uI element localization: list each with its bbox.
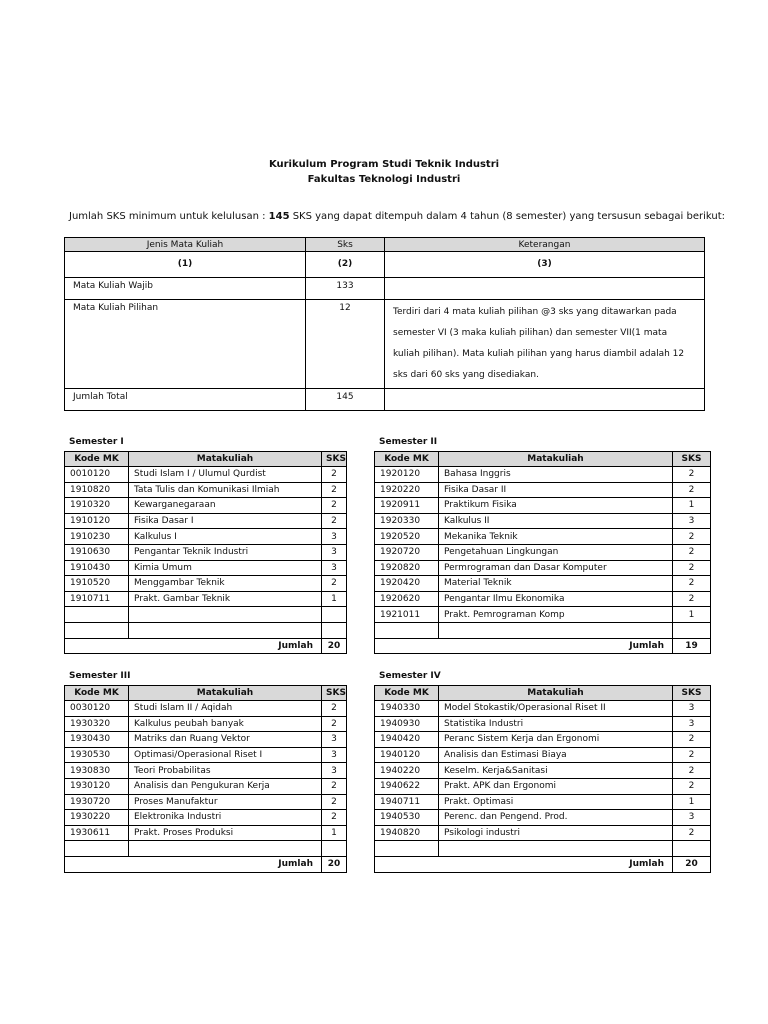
sks-cell [322,607,347,623]
table-row [375,701,711,717]
sks-cell: 2 [322,778,347,794]
col-header-sks: SKS [322,686,347,701]
title-line-1: Kurikulum Program Studi Teknik Industri [268,159,500,170]
kode-mk-cell: 1940930 [375,716,439,732]
summary-keterangan [385,389,705,411]
table-row [375,591,711,607]
matakuliah-cell: Material Teknik [439,576,673,592]
matakuliah-cell: Analisis dan Estimasi Biaya [439,747,673,763]
summary-header-keterangan: Keterangan [385,238,705,252]
intro-prefix: Jumlah SKS minimum untuk kelulusan : [69,211,269,222]
jumlah-value: 20 [322,638,347,654]
matakuliah-cell [129,622,322,638]
table-row [65,560,347,576]
matakuliah-cell: Optimasi/Operasional Riset I [129,747,322,763]
jumlah-row [65,638,347,654]
table-row [65,794,347,810]
semester-header-row [375,452,711,467]
matakuliah-cell: Pengantar Ilmu Ekonomika [439,591,673,607]
jumlah-value: 20 [673,856,711,872]
kode-mk-cell: 1910120 [65,513,129,529]
table-row [65,513,347,529]
kode-mk-cell: 1930120 [65,778,129,794]
semester-title: Semester III [69,671,131,681]
intro-total: 145 [268,211,290,222]
table-row [65,810,347,826]
sks-cell: 2 [673,529,711,545]
semester-header-row [65,686,347,701]
title-line-2: Fakultas Teknologi Industri [307,174,461,185]
kode-mk-cell: 1910820 [65,482,129,498]
table-row [375,560,711,576]
kode-mk-cell: 1930830 [65,763,129,779]
table-row [65,498,347,514]
matakuliah-cell: Studi Islam I / Ulumul Qurdist [129,467,322,483]
table-row [375,482,711,498]
jumlah-value: 20 [322,856,347,872]
page-title [0,157,768,187]
sks-cell: 2 [322,482,347,498]
matakuliah-cell: Kalkulus peubah banyak [129,716,322,732]
kode-mk-cell [375,622,439,638]
sks-cell: 2 [322,701,347,717]
matakuliah-cell: Keselm. Kerja&Sanitasi [439,763,673,779]
table-row [375,732,711,748]
sks-cell: 1 [673,498,711,514]
sks-cell: 3 [322,732,347,748]
matakuliah-cell: Prakt. Proses Produksi [129,825,322,841]
summary-header-jenis: Jenis Mata Kuliah [65,238,306,252]
jumlah-row [375,638,711,654]
table-row [375,716,711,732]
summary-jenis: Jumlah Total [65,389,306,411]
kode-mk-cell [65,841,129,857]
kode-mk-cell: 1940530 [375,810,439,826]
sks-cell: 2 [673,778,711,794]
sks-cell: 2 [322,498,347,514]
matakuliah-cell: Kalkulus II [439,513,673,529]
kode-mk-cell: 1920911 [375,498,439,514]
table-row [65,467,347,483]
sks-cell: 2 [673,544,711,560]
table-row [65,732,347,748]
table-row [375,529,711,545]
table-row [65,841,347,857]
kode-mk-cell: 1940330 [375,701,439,717]
table-row [65,591,347,607]
matakuliah-cell: Teori Probabilitas [129,763,322,779]
table-row [65,607,347,623]
col-header-kode: Kode MK [375,452,439,467]
sks-cell: 2 [322,794,347,810]
col-header-sks: SKS [673,686,711,701]
table-row [65,701,347,717]
kode-mk-cell: 1930720 [65,794,129,810]
sks-cell: 3 [322,763,347,779]
summary-sks: 145 [306,389,385,411]
kode-mk-cell: 1940622 [375,778,439,794]
jumlah-row [65,856,347,872]
kode-mk-cell: 1930430 [65,732,129,748]
sks-cell [322,841,347,857]
kode-mk-cell: 1930530 [65,747,129,763]
table-row [65,778,347,794]
matakuliah-cell: Kewarganegaraan [129,498,322,514]
matakuliah-cell: Prakt. Gambar Teknik [129,591,322,607]
semester-header-row [65,452,347,467]
kode-mk-cell: 1920220 [375,482,439,498]
kode-mk-cell: 1910711 [65,591,129,607]
kode-mk-cell: 1920520 [375,529,439,545]
summary-number-3: (3) [385,252,705,278]
summary-keterangan [385,278,705,300]
kode-mk-cell: 1910230 [65,529,129,545]
matakuliah-cell: Prakt. Pemrograman Komp [439,607,673,623]
kode-mk-cell: 1930220 [65,810,129,826]
kode-mk-cell: 1920720 [375,544,439,560]
sks-cell: 2 [673,560,711,576]
kode-mk-cell: 1910520 [65,576,129,592]
matakuliah-cell: Statistika Industri [439,716,673,732]
sks-cell: 2 [673,467,711,483]
kode-mk-cell: 1930611 [65,825,129,841]
kode-mk-cell: 1920620 [375,591,439,607]
intro-suffix: SKS yang dapat ditempuh dalam 4 tahun (8 semester) yang tersusun sebagai berikut: [289,211,725,222]
table-row [375,607,711,623]
intro-text [69,211,725,222]
semester-title: Semester II [379,437,438,447]
summary-number-row [65,252,705,278]
semester-table [64,685,347,873]
matakuliah-cell: Model Stokastik/Operasional Riset II [439,701,673,717]
sks-cell: 1 [673,607,711,623]
table-row [375,467,711,483]
table-row [65,825,347,841]
kode-mk-cell: 1940711 [375,794,439,810]
matakuliah-cell: Peranc Sistem Kerja dan Ergonomi [439,732,673,748]
table-row [65,544,347,560]
jumlah-value: 19 [673,638,711,654]
kode-mk-cell [375,841,439,857]
sks-cell: 3 [322,544,347,560]
kode-mk-cell: 1920420 [375,576,439,592]
matakuliah-cell: Psikologi industri [439,825,673,841]
table-row [375,794,711,810]
kode-mk-cell: 1940420 [375,732,439,748]
matakuliah-cell: Analisis dan Pengukuran Kerja [129,778,322,794]
matakuliah-cell [439,841,673,857]
summary-sks: 133 [306,278,385,300]
col-header-kode: Kode MK [375,686,439,701]
matakuliah-cell: Proses Manufaktur [129,794,322,810]
sks-cell: 3 [673,701,711,717]
matakuliah-cell: Elektronika Industri [129,810,322,826]
matakuliah-cell: Prakt. Optimasi [439,794,673,810]
table-row [375,747,711,763]
table-row [375,622,711,638]
col-header-matakuliah: Matakuliah [439,452,673,467]
kode-mk-cell: 1910630 [65,544,129,560]
sks-cell: 3 [673,810,711,826]
matakuliah-cell [439,622,673,638]
sks-cell: 2 [322,513,347,529]
summary-jenis: Mata Kuliah Pilihan [65,300,306,389]
summary-keterangan: Terdiri dari 4 mata kuliah pilihan @3 sks yang ditawarkan pada semester VI (3 maka kuliah pilihan) dan semester VII(1 mata kuliah pilihan). Mata kuliah pilihan yang harus diambil adalah 12 sks dari 60 sks yang disediakan. [385,300,705,389]
summary-number-1: (1) [65,252,306,278]
matakuliah-cell: Studi Islam II / Aqidah [129,701,322,717]
semester-table [374,451,711,654]
matakuliah-cell: Bahasa Inggris [439,467,673,483]
sks-cell: 3 [673,513,711,529]
col-header-kode: Kode MK [65,452,129,467]
sks-cell: 2 [673,732,711,748]
table-row [65,763,347,779]
table-row [65,747,347,763]
matakuliah-cell: Pengetahuan Lingkungan [439,544,673,560]
col-header-matakuliah: Matakuliah [439,686,673,701]
matakuliah-cell: Mekanika Teknik [439,529,673,545]
sks-cell: 3 [322,560,347,576]
matakuliah-cell: Kimia Umum [129,560,322,576]
col-header-sks: SKS [673,452,711,467]
summary-header-sks: Sks [306,238,385,252]
table-row [65,576,347,592]
sks-cell: 2 [673,747,711,763]
table-row [65,482,347,498]
kode-mk-cell: 1910320 [65,498,129,514]
matakuliah-cell: Fisika Dasar I [129,513,322,529]
table-row [65,529,347,545]
summary-header-row [65,238,705,252]
semester-table [374,685,711,873]
summary-row [65,278,705,300]
table-row [375,841,711,857]
sks-cell: 3 [322,747,347,763]
sks-cell: 3 [673,716,711,732]
matakuliah-cell [129,841,322,857]
semester-title: Semester IV [379,671,441,681]
sks-cell [322,622,347,638]
sks-cell: 1 [322,591,347,607]
sks-cell: 1 [673,794,711,810]
matakuliah-cell: Menggambar Teknik [129,576,322,592]
matakuliah-cell: Tata Tulis dan Komunikasi Ilmiah [129,482,322,498]
table-row [375,498,711,514]
col-header-matakuliah: Matakuliah [129,686,322,701]
summary-sks: 12 [306,300,385,389]
matakuliah-cell: Permrograman dan Dasar Komputer [439,560,673,576]
kode-mk-cell [65,622,129,638]
sks-cell: 3 [322,529,347,545]
kode-mk-cell: 1940220 [375,763,439,779]
table-row [375,778,711,794]
kode-mk-cell: 1930320 [65,716,129,732]
sks-cell: 2 [673,576,711,592]
kode-mk-cell: 0010120 [65,467,129,483]
kode-mk-cell [65,607,129,623]
matakuliah-cell: Kalkulus I [129,529,322,545]
jumlah-label: Jumlah [65,638,322,654]
kode-mk-cell: 1940120 [375,747,439,763]
sks-cell: 2 [322,810,347,826]
jumlah-label: Jumlah [375,856,673,872]
jumlah-label: Jumlah [375,638,673,654]
table-row [375,763,711,779]
kode-mk-cell: 1920820 [375,560,439,576]
jumlah-label: Jumlah [65,856,322,872]
sks-cell: 1 [322,825,347,841]
sks-cell: 2 [322,467,347,483]
matakuliah-cell: Fisika Dasar II [439,482,673,498]
matakuliah-cell: Perenc. dan Pengend. Prod. [439,810,673,826]
sks-cell [673,622,711,638]
sks-cell: 2 [673,591,711,607]
sks-cell: 2 [322,576,347,592]
matakuliah-cell: Praktikum Fisika [439,498,673,514]
jumlah-row [375,856,711,872]
summary-row [65,389,705,411]
col-header-matakuliah: Matakuliah [129,452,322,467]
summary-table [64,237,705,411]
sks-cell: 2 [673,482,711,498]
matakuliah-cell: Matriks dan Ruang Vektor [129,732,322,748]
table-row [375,810,711,826]
table-row [375,825,711,841]
summary-row [65,300,705,389]
table-row [375,544,711,560]
table-row [375,513,711,529]
semester-title: Semester I [69,437,124,447]
semester-table [64,451,347,654]
table-row [375,576,711,592]
semester-header-row [375,686,711,701]
table-row [65,622,347,638]
kode-mk-cell: 1920120 [375,467,439,483]
sks-cell: 2 [673,825,711,841]
matakuliah-cell: Prakt. APK dan Ergonomi [439,778,673,794]
matakuliah-cell [129,607,322,623]
kode-mk-cell: 0030120 [65,701,129,717]
summary-number-2: (2) [306,252,385,278]
sks-cell: 2 [673,763,711,779]
matakuliah-cell: Pengantar Teknik Industri [129,544,322,560]
table-row [65,716,347,732]
sks-cell: 2 [322,716,347,732]
kode-mk-cell: 1940820 [375,825,439,841]
summary-jenis: Mata Kuliah Wajib [65,278,306,300]
kode-mk-cell: 1921011 [375,607,439,623]
col-header-sks: SKS [322,452,347,467]
kode-mk-cell: 1910430 [65,560,129,576]
col-header-kode: Kode MK [65,686,129,701]
sks-cell [673,841,711,857]
kode-mk-cell: 1920330 [375,513,439,529]
